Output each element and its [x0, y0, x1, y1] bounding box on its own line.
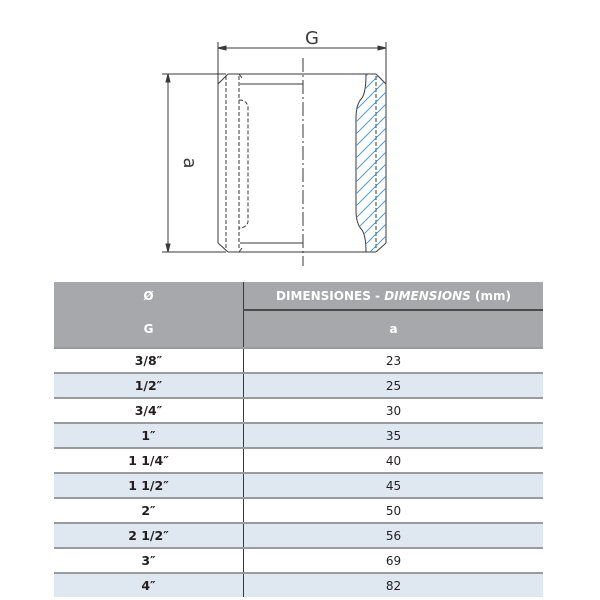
section-hatch: [340, 30, 400, 280]
a-value-cell: 56: [244, 523, 544, 548]
a-value-cell: 30: [244, 398, 544, 423]
table-header-row-top: [54, 282, 543, 310]
table-row: [54, 473, 543, 498]
table-row: [54, 448, 543, 473]
table-row: [54, 548, 543, 573]
a-value-cell: 69: [244, 548, 544, 573]
dimensions-header: [244, 282, 544, 310]
size-cell: 4″: [54, 573, 244, 597]
a-value-cell: 35: [244, 423, 544, 448]
dimensions-header-unit: (mm): [470, 288, 511, 303]
size-cell: 1/2″: [54, 373, 244, 398]
g-column-header: G: [54, 310, 244, 348]
a-value-cell: 25: [244, 373, 544, 398]
coupling-drawing: [0, 0, 600, 280]
size-cell: 3/4″: [54, 398, 244, 423]
table-row: [54, 498, 543, 523]
table-row: [54, 398, 543, 423]
a-dimension-label: a: [179, 157, 200, 169]
a-value-cell: 50: [244, 498, 544, 523]
table-row: [54, 523, 543, 548]
table-row: [54, 573, 543, 597]
size-cell: 1″: [54, 423, 244, 448]
table-row: [54, 373, 543, 398]
table-header-row-bottom: [54, 310, 543, 348]
size-cell: 2 1/2″: [54, 523, 244, 548]
a-value-cell: 40: [244, 448, 544, 473]
dimensions-header-es: DIMENSIONES: [276, 288, 371, 303]
size-cell: 3″: [54, 548, 244, 573]
size-cell: 3/8″: [54, 348, 244, 373]
size-cell: 2″: [54, 498, 244, 523]
a-value-cell: 23: [244, 348, 544, 373]
dimensions-header-en: DIMENSIONS: [384, 288, 471, 303]
diameter-symbol-header: Ø: [54, 282, 244, 310]
size-cell: 1 1/2″: [54, 473, 244, 498]
table-row: [54, 348, 543, 373]
dimensions-header-sep: -: [370, 288, 385, 303]
a-value-cell: 82: [244, 573, 544, 597]
a-value-cell: 45: [244, 473, 544, 498]
dimensions-table: [54, 282, 543, 597]
a-column-header: a: [244, 310, 544, 348]
g-dimension-label: G: [305, 28, 319, 49]
table-row: [54, 423, 543, 448]
size-cell: 1 1/4″: [54, 448, 244, 473]
